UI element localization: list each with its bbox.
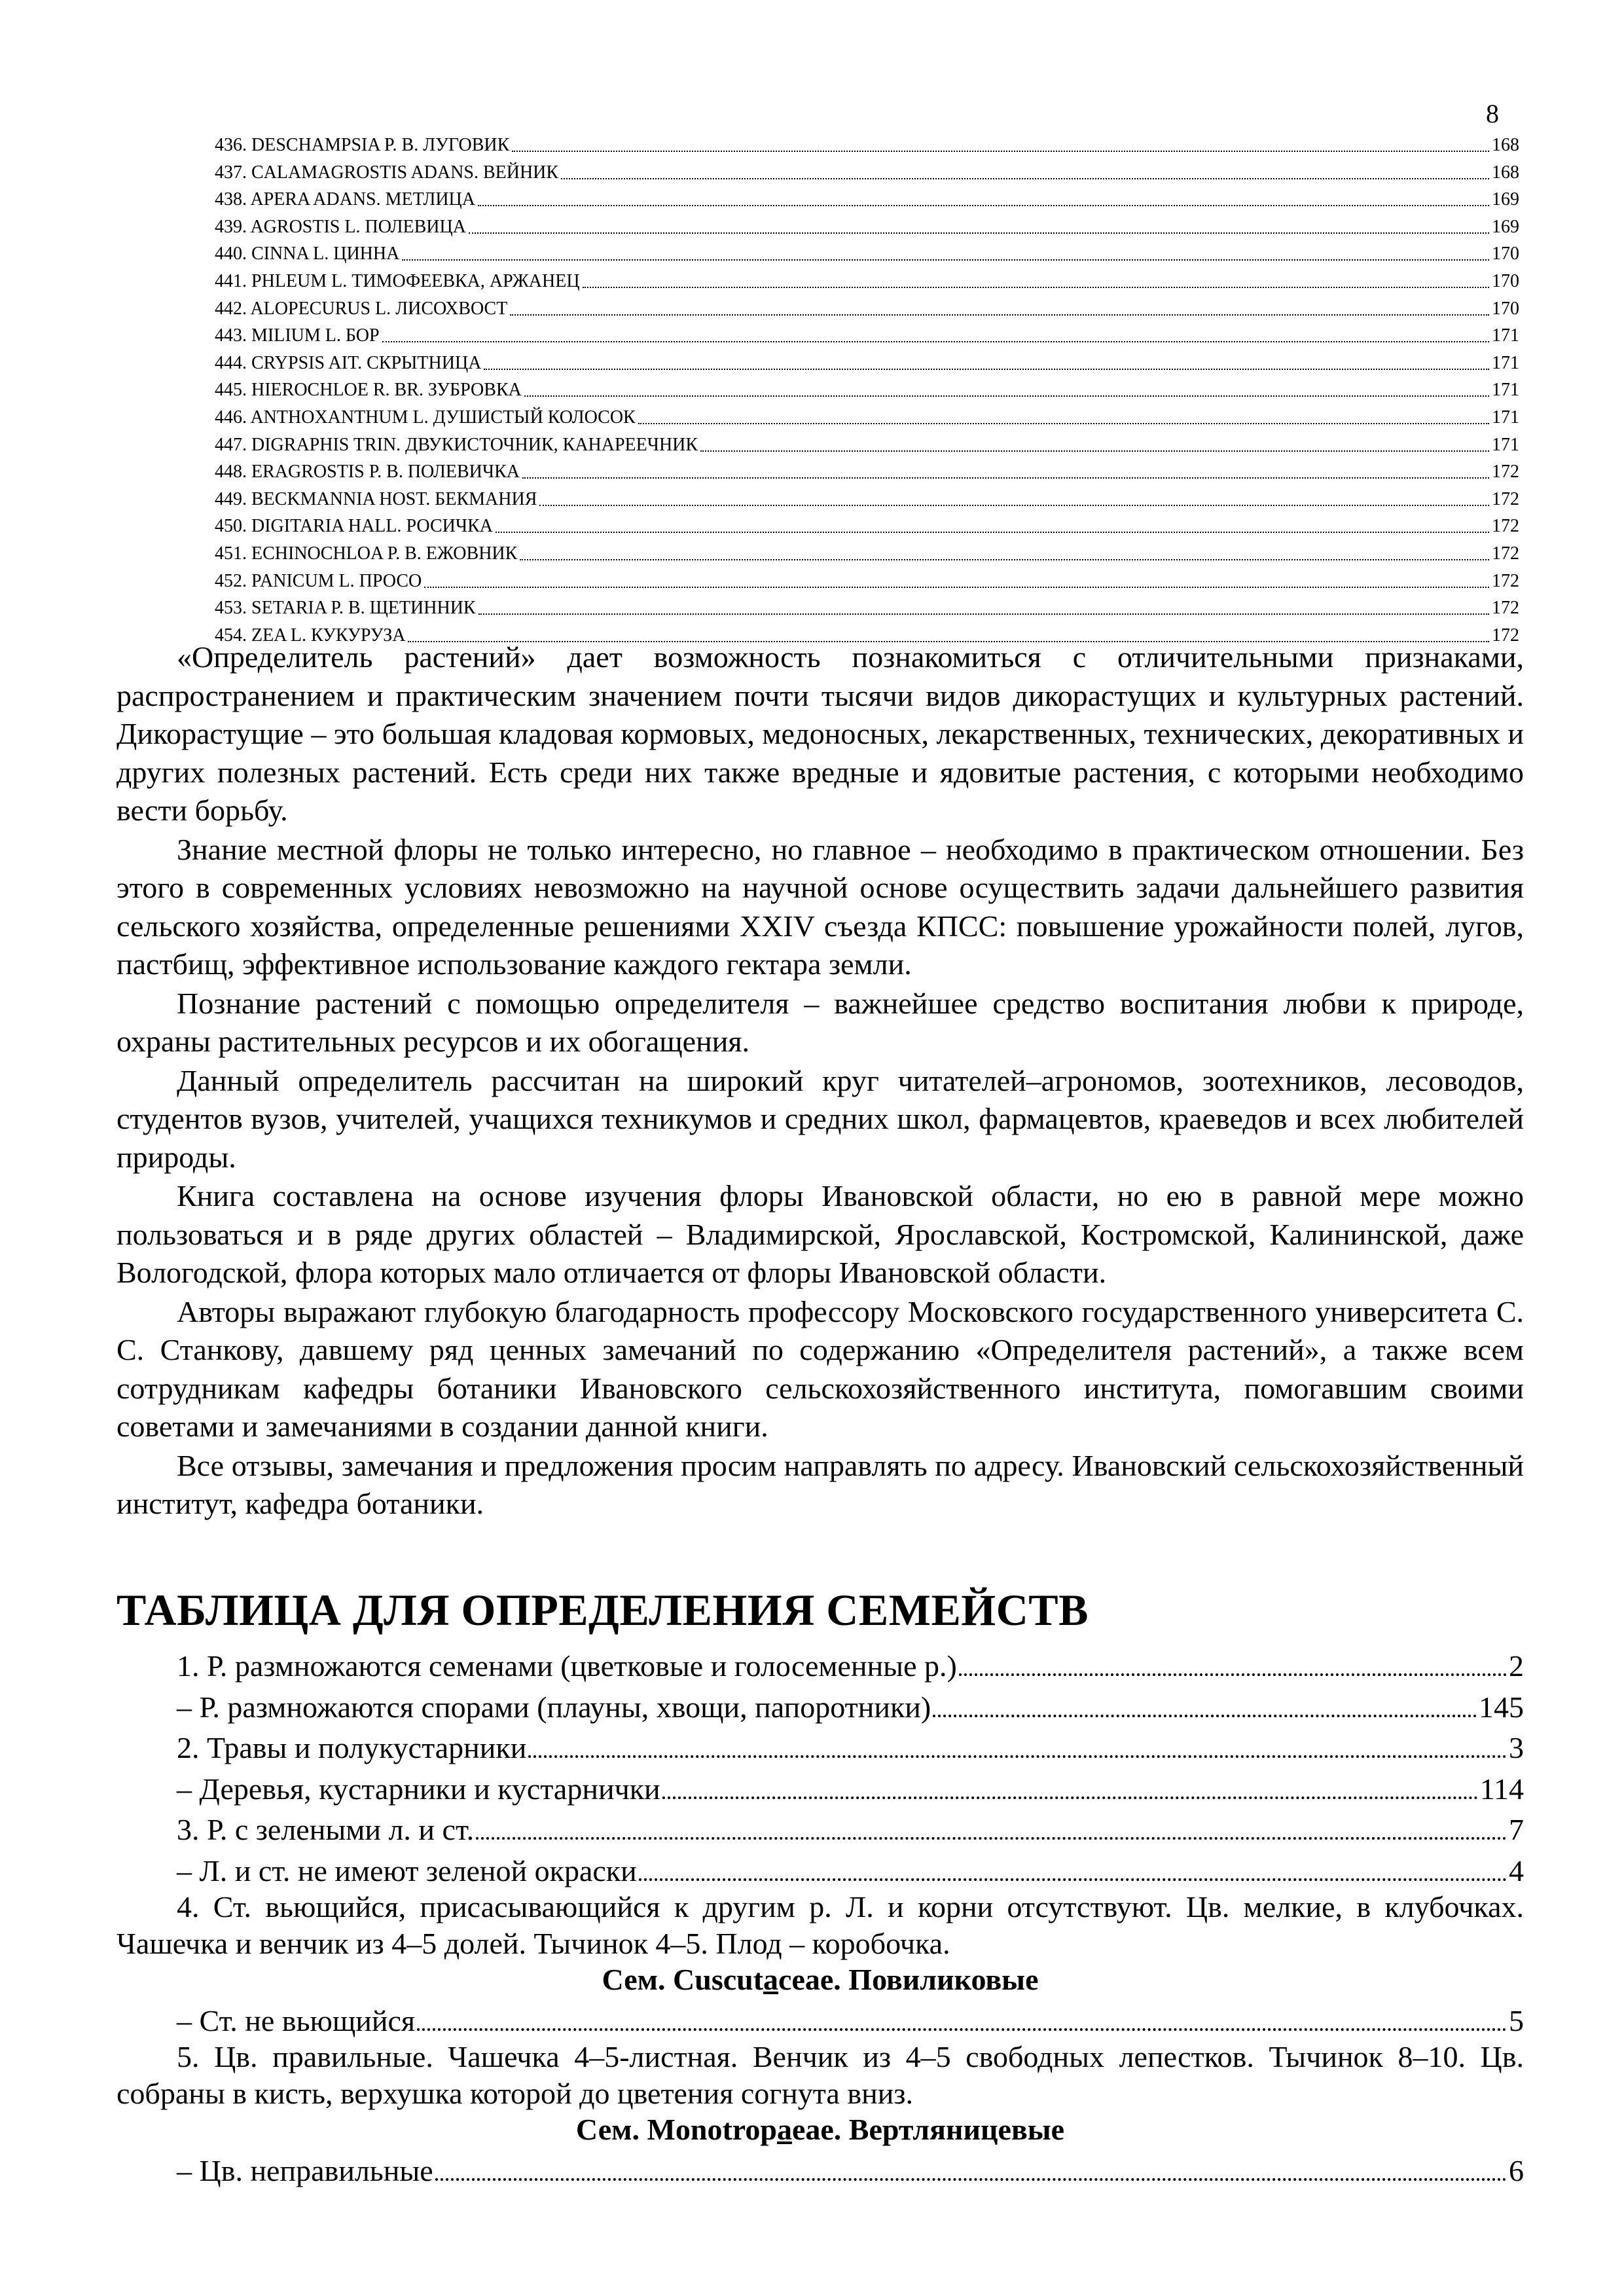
key-ref: 114 <box>1479 1772 1524 1806</box>
key-paragraph: 5. Цв. правильные. Чашечка 4–5-листная. Венчик из 4–5 свободных лепестков. Тычинок 8–10. Цв. собраны в кисть, верхушка которой до цветения согнута вниз. <box>117 2040 1524 2110</box>
toc-entry <box>215 267 1519 295</box>
toc-entry <box>215 376 1519 403</box>
key-paragraph: 4. Ст. вьющийся, присасывающийся к другим р. Л. и корни отсутствуют. Цв. мелкие, в клубочках. Чашечка и венчик из 4–5 долей. Тычинок 4–5. Плод – коробочка. <box>117 1890 1524 1960</box>
toc-leader-dots <box>520 541 1489 560</box>
toc-leader-dots <box>469 214 1489 234</box>
key-text: 1. Р. размножаются семенами (цветковые и голосеменные р.) <box>177 1649 957 1683</box>
toc-leader-dots <box>700 432 1489 452</box>
toc-entry-title: 437. CALAMAGROSTIS ADANS. ВЕЙНИК <box>215 162 559 183</box>
key-leader-dots <box>959 1643 1507 1676</box>
key-line <box>117 1643 1524 1685</box>
toc-entry-title: 454. ZEA L. КУКУРУЗА <box>215 625 406 646</box>
key-leader-dots <box>435 2148 1507 2181</box>
toc-leader-dots <box>478 595 1489 615</box>
key-text: – Деревья, кустарники и кустарнички <box>177 1772 660 1806</box>
toc-entry-page: 170 <box>1492 270 1519 291</box>
toc-entry-page: 169 <box>1492 189 1519 210</box>
preface-paragraph: Познание растений с помощью определителя – важнейшее средство воспитания любви к природе, охраны растительных ресурсов и их обогащения. <box>117 986 1524 1058</box>
preface-paragraph: Данный определитель рассчитан на широкий круг читателей–агрономов, зоотехников, лесоводов, студентов вузов, учителей, учащихся техникумов и средних школ, фармацевтов, краеведов и всех любителей природы. <box>117 1063 1524 1174</box>
toc-entry-title: 438. APERA ADANS. МЕТЛИЦА <box>215 189 475 210</box>
toc-leader-dots <box>478 187 1489 206</box>
toc-entry-title: 444. CRYPSIS AIT. СКРЫТНИЦА <box>215 352 482 373</box>
key-line <box>117 1766 1524 1808</box>
toc-leader-dots <box>510 296 1489 316</box>
family-name-suffix: eae. Вертляницевые <box>791 2113 1065 2146</box>
toc-entry-page: 172 <box>1492 598 1519 619</box>
key-leader-dots <box>639 1848 1507 1881</box>
key-text: 2. Травы и полукустарники <box>177 1731 527 1764</box>
toc-entry <box>215 321 1519 349</box>
toc-entry-page: 169 <box>1492 216 1519 237</box>
toc-entry-title: 451. ECHINOCHLOA P. B. ЕЖОВНИК <box>215 543 518 564</box>
toc-entry <box>215 512 1519 539</box>
toc-leader-dots <box>522 459 1489 479</box>
toc-entry-page: 172 <box>1492 488 1519 509</box>
key-line <box>117 2148 1524 2189</box>
toc-entry <box>215 567 1519 594</box>
key-text: 3. Р. с зелеными л. и ст. <box>177 1813 475 1846</box>
family-name-prefix: Сем. Monotrop <box>575 2113 777 2146</box>
family-name-prefix: Сем. Cuscut <box>602 1963 764 1996</box>
key-ref: 4 <box>1509 1853 1524 1887</box>
toc-entry-page: 170 <box>1492 298 1519 319</box>
toc-entry-page: 171 <box>1492 325 1519 346</box>
toc-entry <box>215 213 1519 240</box>
toc-entry-title: 449. BECKMANNIA HOST. БЕКМАНИЯ <box>215 488 537 509</box>
key-ref: 5 <box>1509 2003 1524 2037</box>
toc-entry <box>215 431 1519 458</box>
section-title: ТАБЛИЦА ДЛЯ ОПРЕДЕЛЕНИЯ СЕМЕЙСТВ <box>117 1585 1089 1635</box>
toc-entry-title: 445. HIEROCHLOE R. BR. ЗУБРОВКА <box>215 380 522 401</box>
toc-leader-dots <box>539 486 1489 506</box>
key-line <box>117 1685 1524 1726</box>
toc-entry-page: 172 <box>1492 462 1519 483</box>
toc-entry-page: 168 <box>1492 162 1519 183</box>
key-ref: 6 <box>1509 2153 1524 2187</box>
key-leader-dots <box>662 1766 1478 1799</box>
toc-leader-dots <box>512 132 1489 152</box>
toc-entry-page: 171 <box>1492 434 1519 455</box>
toc-entry <box>215 131 1519 158</box>
toc-entry-page: 168 <box>1492 135 1519 155</box>
toc-entry-page: 172 <box>1492 543 1519 564</box>
toc-entry-page: 171 <box>1492 407 1519 428</box>
toc-entry-page: 172 <box>1492 625 1519 646</box>
toc-entry-title: 450. DIGITARIA HALL. РОСИЧКА <box>215 516 493 537</box>
toc-entry-title: 441. PHLEUM L. ТИМОФЕЕВКА, АРЖАНЕЦ <box>215 270 580 291</box>
toc-entry-title: 442. ALOPECURUS L. ЛИСОХВОСТ <box>215 298 508 319</box>
key-ref: 145 <box>1479 1690 1524 1724</box>
family-name <box>117 1961 1524 1998</box>
key-line <box>117 1725 1524 1766</box>
key-leader-dots <box>933 1685 1477 1717</box>
key-leader-dots <box>476 1807 1507 1840</box>
toc-entry-title: 446. ANTHOXANTHUM L. ДУШИСТЫЙ КОЛОСОК <box>215 407 636 428</box>
family-name <box>117 2111 1524 2148</box>
toc-leader-dots <box>524 377 1489 397</box>
key-text: – Ст. не вьющийся <box>177 2003 416 2037</box>
key-line <box>117 1807 1524 1848</box>
toc-entry <box>215 295 1519 322</box>
toc-leader-dots <box>583 268 1489 288</box>
key-ref: 7 <box>1509 1813 1524 1846</box>
toc-entry <box>215 158 1519 186</box>
toc-entry-title: 452. PANICUM L. ПРОСО <box>215 570 422 591</box>
toc-entry-title: 443. MILIUM L. БОР <box>215 325 380 346</box>
toc-entry-page: 171 <box>1492 380 1519 401</box>
toc-entry <box>215 240 1519 267</box>
toc-leader-dots <box>382 323 1489 342</box>
key-ref: 2 <box>1509 1649 1524 1683</box>
toc-entry <box>215 349 1519 376</box>
toc-entry-title: 440. CINNA L. ЦИННА <box>215 244 400 264</box>
toc-entry-title: 453. SETARIA P. B. ЩЕТИННИК <box>215 598 476 619</box>
toc-entry-page: 172 <box>1492 570 1519 591</box>
preface <box>117 638 1524 1524</box>
toc-entry-page: 170 <box>1492 244 1519 264</box>
toc-entry <box>215 185 1519 213</box>
toc-entry-title: 439. AGROSTIS L. ПОЛЕВИЦА <box>215 216 466 237</box>
preface-paragraph: Авторы выражают глубокую благодарность профессору Московского государственного университета С. С. Станкову, давшему ряд ценных замечаний по содержанию «Определителя растений», а также всем сотрудникам кафедры ботаники Ивановского сельскохозяйственного института, помогавшим своими советами и замечаниями в создании данной книги. <box>117 1294 1524 1443</box>
toc-entry-title: 448. ERAGROSTIS P. B. ПОЛЕВИЧКА <box>215 462 520 483</box>
preface-paragraph: «Определитель растений» дает возможность познакомиться с отличительными признаками, распространением и практическим значением почти тысячи видов дикорастущих и культурных растений. Дикорастущие – это большая кладовая кормовых, медоносных, лекарственных, технических, декоративных и других полезных растений. Есть среди них также вредные и ядовитые растения, с которыми необходимо вести борьбу. <box>117 640 1524 827</box>
toc-entry <box>215 458 1519 485</box>
key-leader-dots <box>417 1998 1507 2031</box>
key-text: – Цв. неправильные <box>177 2153 433 2187</box>
toc-leader-dots <box>402 241 1489 261</box>
toc-leader-dots <box>424 568 1489 588</box>
toc-leader-dots <box>484 350 1489 370</box>
preface-paragraph: Все отзывы, замечания и предложения просим направлять по адресу. Ивановский сельскохозяйственный институт, кафедра ботаники. <box>117 1448 1524 1520</box>
family-key <box>117 1643 1524 2189</box>
key-line <box>117 1998 1524 2039</box>
toc-entry-page: 172 <box>1492 516 1519 537</box>
key-text: – Р. размножаются спорами (плауны, хвощи, папоротники) <box>177 1690 931 1724</box>
key-text: – Л. и ст. не имеют зеленой окраски <box>177 1853 637 1887</box>
key-line <box>117 1848 1524 1889</box>
toc-entry <box>215 594 1519 621</box>
page-number: 8 <box>1486 99 1499 128</box>
toc-leader-dots <box>638 405 1489 424</box>
toc-entry <box>215 539 1519 567</box>
preface-paragraph: Знание местной флоры не только интересно, но главное – необходимо в практическом отношении. Без этого в современных условиях невозможно на научной основе осуществить задачи дальнейшего развития сельского хозяйства, определенные решениями XXIV съезда КПСС: повышение урожайности полей, лугов, пастбищ, эффективное использование каждого гектара земли. <box>117 832 1524 981</box>
toc-entry <box>215 485 1519 513</box>
toc-entry <box>215 403 1519 431</box>
key-ref: 3 <box>1509 1731 1524 1764</box>
toc-leader-dots <box>496 513 1489 533</box>
key-leader-dots <box>528 1725 1507 1758</box>
family-name-suffix: ceae. Повиликовые <box>778 1963 1039 1996</box>
toc-entry-page: 171 <box>1492 352 1519 373</box>
stress-mark: a <box>763 1963 779 1996</box>
toc-entry-title: 447. DIGRAPHIS TRIN. ДВУКИСТОЧНИК, КАНАРЕЕЧНИК <box>215 434 698 455</box>
preface-paragraph: Книга составлена на основе изучения флоры Ивановской области, но ею в равной мере можно пользоваться и в ряде других областей – Владимирской, Ярославской, Костромской, Калининской, даже Вологодской, флора которых мало отличается от флоры Ивановской области. <box>117 1179 1524 1289</box>
table-of-contents <box>215 131 1519 648</box>
toc-entry-title: 436. DESCHAMPSIA P. B. ЛУГОВИК <box>215 135 510 155</box>
toc-leader-dots <box>561 160 1489 179</box>
stress-mark: a <box>776 2113 792 2146</box>
